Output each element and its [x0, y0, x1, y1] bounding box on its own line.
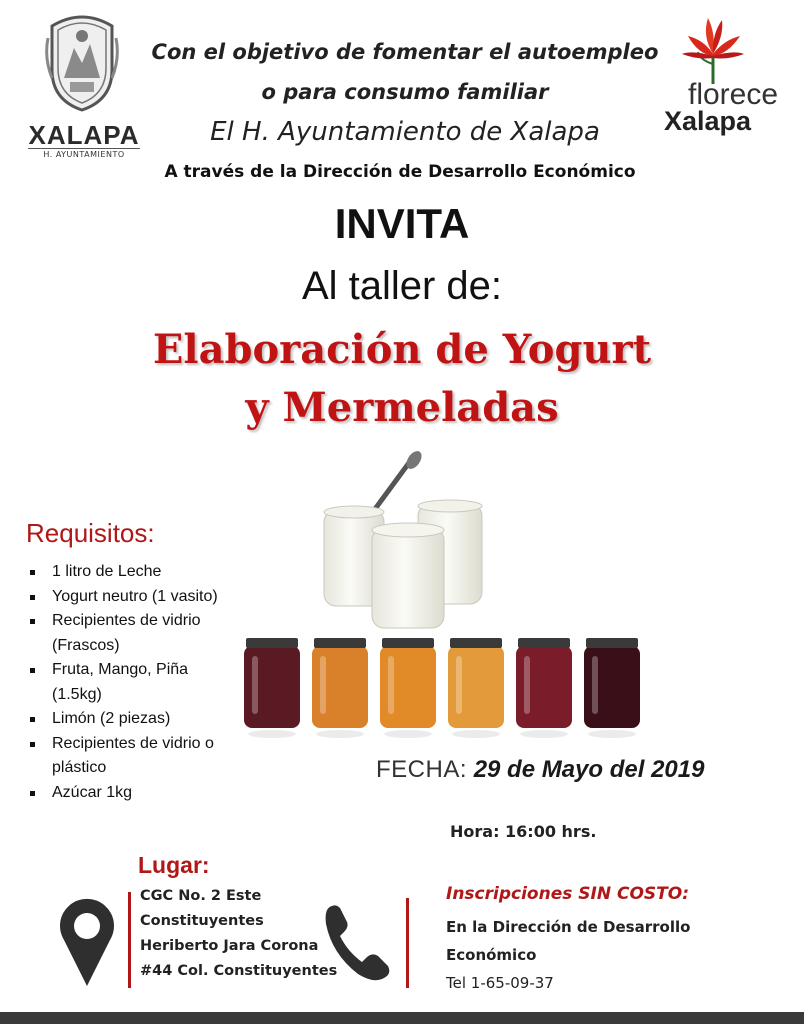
jar-reflection: [248, 730, 296, 738]
jar-shine: [252, 656, 258, 714]
address-line: #44 Col. Constituyentes: [140, 963, 338, 979]
list-item-text: 1 litro de Leche: [52, 563, 162, 580]
location-pin-icon: [58, 896, 116, 988]
requisitos-list: [26, 560, 266, 805]
florece-xalapa-wordmark: Xalapa: [664, 106, 752, 136]
jar-shine: [456, 656, 462, 714]
list-item-text: Recipientes de vidrio o: [52, 734, 214, 752]
event-time: Hora: 16:00 hrs.: [450, 822, 597, 841]
xalapa-seal-icon: [44, 8, 120, 112]
jar-reflection: [588, 730, 636, 738]
list-item-text-cont: plástico: [52, 759, 107, 776]
jar-reflection: [316, 730, 364, 738]
jar-reflection: [520, 730, 568, 738]
jar-lid: [450, 638, 502, 648]
jar-reflection: [452, 730, 500, 738]
jam-jar: [448, 638, 504, 738]
list-item-text-cont: (1.5kg): [52, 685, 102, 703]
fecha-value: 29 de Mayo del 2019: [473, 756, 705, 783]
list-item: [26, 781, 266, 806]
list-item: [26, 585, 266, 610]
seal-subtitle: H. AYUNTAMIENTO: [28, 148, 140, 159]
list-item-text-cont: (Frascos): [52, 636, 120, 654]
jar-lid: [314, 638, 366, 648]
inscripciones-line: En la Dirección de Desarrollo: [446, 918, 691, 936]
address-line: Constituyentes: [140, 913, 264, 929]
jar-lid: [586, 638, 638, 648]
jar-shine: [592, 656, 598, 714]
jar-lid: [518, 638, 570, 648]
jam-jars: [244, 638, 640, 738]
intro-line-1: Con el objetivo de fomentar el autoempleo: [151, 40, 659, 64]
address-line: Heriberto Jara Corona: [140, 938, 319, 954]
list-item: [26, 560, 266, 585]
list-item: [26, 658, 266, 707]
lugar-address: [140, 884, 337, 984]
jam-jar: [380, 638, 436, 738]
jar-shine: [388, 656, 394, 714]
seal-city-name: XALAPA: [28, 120, 140, 150]
intro-line-2: o para consumo familiar: [261, 80, 549, 104]
invita-heading: INVITA: [334, 200, 470, 247]
inscripciones-line: Económico: [446, 946, 537, 964]
florece-wordmark: florece: [688, 78, 779, 111]
yogurt-jars: [324, 500, 482, 628]
list-item-text: Yogurt neutro (1 vasito): [52, 587, 218, 605]
list-item: [26, 609, 266, 658]
jam-jar: [244, 638, 300, 738]
bottom-bar: [0, 1012, 804, 1024]
xalapa-seal-logo: [28, 8, 140, 158]
event-date: [376, 756, 704, 784]
inscripciones-info: [446, 913, 690, 997]
jar-shine: [320, 656, 326, 714]
list-item-text: Limón (2 piezas): [52, 710, 171, 727]
requisitos-heading: Requisitos:: [26, 518, 155, 548]
list-item: [26, 732, 266, 781]
workshop-title-line-2: y Mermeladas: [245, 384, 559, 431]
list-item-text: Recipientes de vidrio: [52, 612, 201, 629]
inscripciones-heading: Inscripciones SIN COSTO:: [446, 884, 689, 904]
divider: [128, 892, 131, 988]
list-item-text: Azúcar 1kg: [52, 783, 133, 801]
fecha-label: FECHA:: [376, 756, 468, 783]
jar-reflection: [384, 730, 432, 738]
organizer-department: A través de la Dirección de Desarrollo Económico: [164, 162, 636, 182]
taller-subheading: Al taller de:: [301, 264, 503, 308]
jar-lid: [382, 638, 434, 648]
jam-jar: [584, 638, 640, 738]
florece-xalapa-logo: [660, 14, 796, 134]
lugar-heading: Lugar:: [138, 852, 210, 878]
divider: [406, 898, 409, 988]
jam-jar: [312, 638, 368, 738]
jam-jar: [516, 638, 572, 738]
yogurt-jam-jars-image: [236, 446, 656, 746]
phone-number: Tel 1-65-09-37: [446, 974, 554, 992]
workshop-title-line-1: Elaboración de Yogurt: [152, 326, 652, 373]
jar-lid: [246, 638, 298, 648]
list-item: [26, 707, 266, 732]
address-line: CGC No. 2 Este: [140, 888, 262, 904]
list-item-text: Fruta, Mango, Piña: [52, 661, 189, 678]
jar-shine: [524, 656, 530, 714]
organizer-name: El H. Ayuntamiento de Xalapa: [210, 117, 600, 147]
phone-icon: [322, 902, 394, 984]
